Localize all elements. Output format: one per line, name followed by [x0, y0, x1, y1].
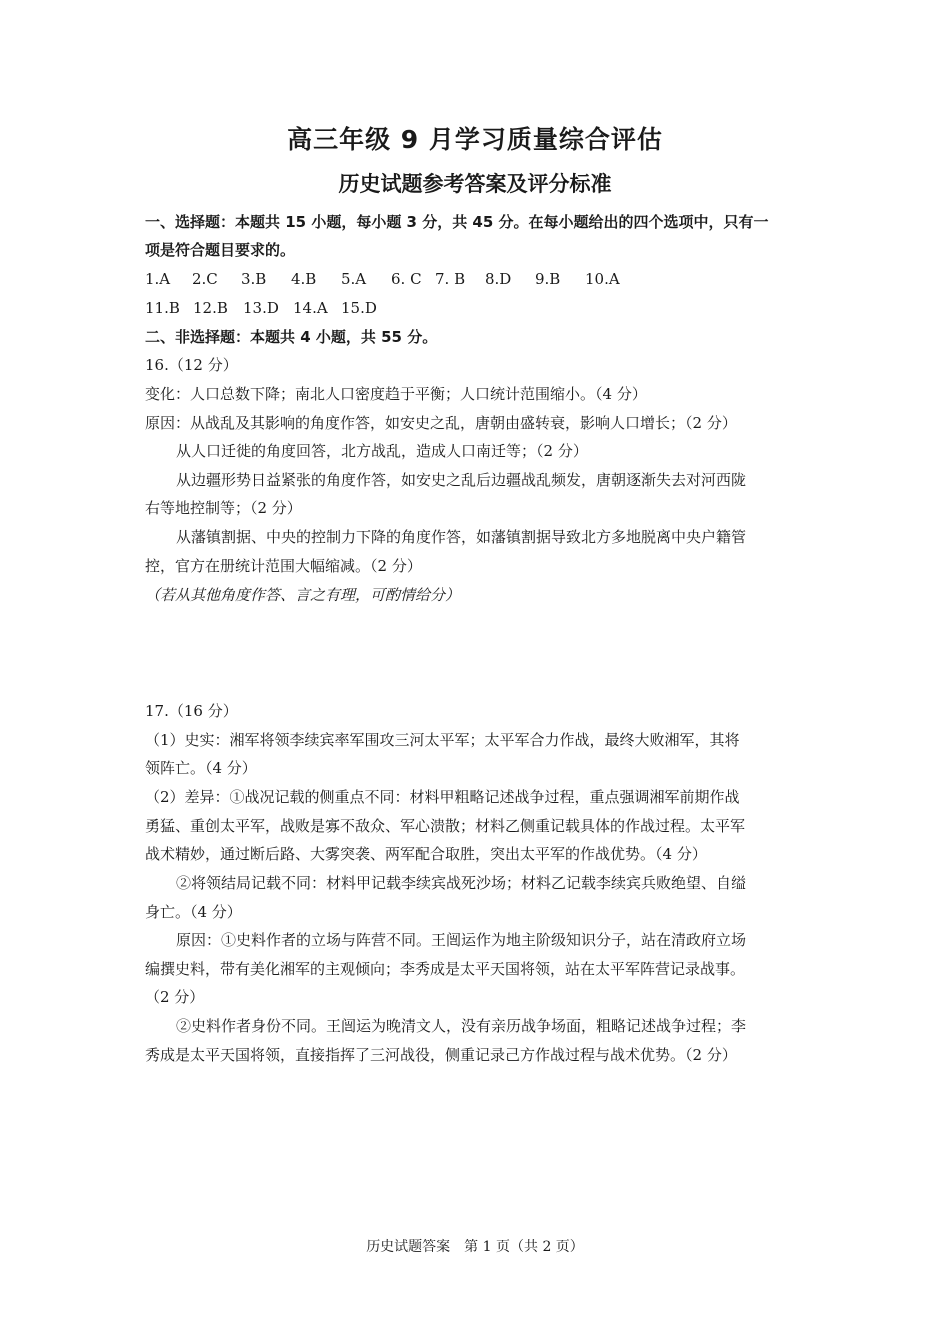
mc-answer: 13.D [243, 299, 279, 317]
q16-text-line: 从藩镇割据、中央的控制力下降的角度作答，如藩镇割据导致北方多地脱离中央户籍管 [176, 528, 747, 546]
q16-grading-note: （若从其他角度作答、言之有理，可酌情给分） [145, 586, 461, 604]
q16-text-line: 变化：人口总数下降；南北人口密度趋于平衡；人口统计范围缩小。（4 分） [145, 385, 647, 403]
mc-answer: 8.D [485, 270, 512, 288]
q17-text-line: （1）史实：湘军将领李续宾率军围攻三河太平军；太平军合力作战，最终大败湘军，其将 [145, 731, 740, 749]
mc-answer: 6. C [391, 270, 422, 288]
q16-label: 16.（12 分） [145, 356, 238, 374]
page-title: 高三年级 9 月学习质量综合评估 [287, 125, 663, 154]
q17-text-line: 原因：①史料作者的立场与阵营不同。王闿运作为地主阶级知识分子，站在清政府立场 [176, 931, 747, 949]
mc-answer: 5.A [341, 270, 367, 288]
q17-text-line: 勇猛、重创太平军，战败是寡不敌众、军心溃散；材料乙侧重记载具体的作战过程。太平军 [145, 817, 746, 835]
q16-text-line: 从人口迁徙的角度回答，北方战乱，造成人口南迁等；（2 分） [176, 442, 588, 460]
q16-text-line: 控，官方在册统计范围大幅缩减。（2 分） [145, 557, 422, 575]
q16-text-line: 原因：从战乱及其影响的角度作答，如安史之乱，唐朝由盛转衰，影响人口增长；（2 分） [145, 414, 737, 432]
page-subtitle: 历史试题参考答案及评分标准 [338, 172, 612, 196]
q17-text-line: 领阵亡。（4 分） [145, 759, 257, 777]
mc-answer: 12.B [193, 299, 228, 317]
q17-label: 17.（16 分） [145, 702, 238, 720]
mc-answer: 10.A [585, 270, 620, 288]
mc-answer: 7. B [435, 270, 466, 288]
q16-text-line: 右等地控制等；（2 分） [145, 499, 302, 517]
q17-text-line: （2）差异：①战况记载的侧重点不同：材料甲粗略记述战争过程，重点强调湘军前期作战 [145, 788, 740, 806]
q17-text-line: ②史料作者身份不同。王闿运为晚清文人，没有亲历战争场面，粗略记述战争过程；李 [176, 1017, 747, 1035]
q17-text-line: 战术精妙，通过断后路、大雾突袭、两军配合取胜，突出太平军的作战优势。（4 分） [145, 845, 707, 863]
mc-answer: 11.B [145, 299, 180, 317]
q17-text-line: 编撰史料，带有美化湘军的主观倾向；李秀成是太平天国将领，站在太平军阵营记录战事。 [145, 960, 746, 978]
mc-answers-row1 [145, 268, 635, 290]
q17-text-line: ②将领结局记载不同：材料甲记载李续宾战死沙场；材料乙记载李续宾兵败绝望、自缢 [176, 874, 747, 892]
q17-text-line: 秀成是太平天国将领，直接指挥了三河战役，侧重记录己方作战过程与战术优势。（2 分） [145, 1046, 737, 1064]
section1-heading-line1: 一、选择题：本题共 15 小题，每小题 3 分，共 45 分。在每小题给出的四个选项中，只有一 [145, 213, 769, 231]
mc-answer: 1.A [145, 270, 171, 288]
mc-answers-row2 [145, 297, 391, 319]
mc-answer: 4.B [291, 270, 317, 288]
mc-answer: 14.A [293, 299, 328, 317]
section1-heading-line2: 项是符合题目要求的。 [145, 241, 296, 259]
q16-text-line: 从边疆形势日益紧张的角度作答，如安史之乱后边疆战乱频发，唐朝逐渐失去对河西陇 [176, 471, 747, 489]
mc-answer: 9.B [535, 270, 561, 288]
section2-heading: 二、非选择题：本题共 4 小题，共 55 分。 [145, 328, 438, 346]
mc-answer: 3.B [241, 270, 267, 288]
mc-answer: 2.C [192, 270, 218, 288]
q17-text-line: 身亡。（4 分） [145, 903, 242, 921]
q17-text-line: （2 分） [145, 988, 205, 1006]
page-footer: 历史试题答案 第 1 页（共 2 页） [366, 1239, 584, 1255]
mc-answer: 15.D [341, 299, 377, 317]
